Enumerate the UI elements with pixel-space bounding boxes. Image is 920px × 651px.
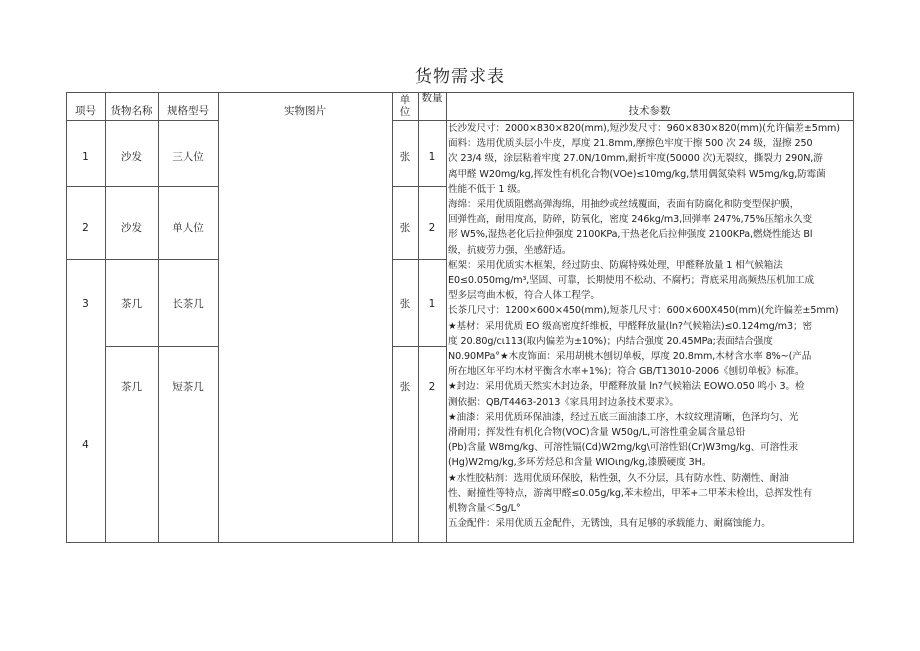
- spec-line: E0≤0.050mg/m³,坚固、可靠，长期使用不松动、不腐朽；背底采用高频热压机加工成: [448, 275, 814, 287]
- table-line-col6: [446, 92, 447, 543]
- row2-unit: 张: [399, 222, 411, 234]
- table-line-header-left: [66, 120, 218, 121]
- table-line-right: [853, 92, 854, 543]
- table-line-row3-unit: [392, 346, 446, 347]
- row1-qty: 1: [428, 151, 436, 163]
- row4-qty: 2: [428, 381, 436, 393]
- header-unit: 单位: [399, 94, 411, 118]
- table-line-row1: [66, 186, 218, 187]
- header-qty: 数量: [421, 92, 443, 104]
- spec-line: 性能不低于 1 级。: [448, 183, 527, 195]
- spec-line: 型多层弯曲木板，符合人体工程学。: [448, 290, 600, 302]
- page-title: 货物需求表: [415, 67, 505, 87]
- row2-index: 2: [82, 222, 89, 234]
- header-specs: 技术参数: [628, 105, 671, 117]
- spec-line: ★封边：采用优质天然实木封边条，甲醛释放量 ln?气候箱法 EOWO.050 鸣小 3。检: [448, 381, 805, 393]
- spec-line: 面料：选用优质头层小牛皮，厚度 21.8mm,摩擦色牢度干擦 500 次 24 级，湿擦 250: [448, 138, 813, 150]
- spec-line: 滑耐用；挥发性有机化合物(VOC)含量 W50g/L,可溶性重金属含量总铅: [448, 427, 746, 439]
- spec-line: 测依据：QB/T4463-2013《家具用封边条技术要求》。: [448, 396, 679, 408]
- row1-index: 1: [82, 151, 89, 163]
- header-image: 实物图片: [284, 105, 326, 117]
- row3-unit: 张: [399, 298, 411, 310]
- spec-line: 所在地区年平均木材平衡含水率+1%)；符合 GB/T13010-2006《刨切单板》标准。: [448, 366, 805, 378]
- table-line-row1-unit: [392, 186, 446, 187]
- row4-unit: 张: [399, 381, 411, 393]
- spec-line: 五金配件：采用优质五金配件，无锈蚀，具有足够的承载能力、耐腐蚀能力。: [448, 518, 771, 530]
- row3-qty: 1: [428, 298, 436, 310]
- spec-line: (Pb)含量 W8mg/kg、可溶性镉(Cd)W2mg/kg\可溶性铝(Cr)W3mg/kg、可溶性汞: [448, 442, 799, 454]
- spec-line: 度 20.80g/cι113(取内偏差为±10%)；内结合强度 20.45MPa;表面结合强度: [448, 335, 773, 347]
- table-line-bottom: [66, 542, 853, 543]
- table-line-row2: [66, 259, 218, 260]
- table-line-top: [66, 92, 853, 93]
- spec-line: 机物含量＜5g/L°: [448, 503, 521, 515]
- spec-line: 海绵：采用优质阻燃高弹海绵，用抽纱或丝绒覆面，表面有防腐化和防变型保护膜，: [448, 199, 800, 211]
- spec-line: N0.90MPa°★木皮饰面：采用胡桃木刨切单板，厚度 20.8mm,木材含水率 8%~(产品: [448, 351, 812, 363]
- row3-index: 3: [82, 298, 89, 310]
- table-line-row3: [105, 346, 218, 347]
- row2-name: 沙发: [121, 222, 142, 234]
- spec-line: 次 23/4 级，涂层粘着牢度 27.0N/10mm,耐折牢度(50000 次)无裂纹，撕裂力 290N,游: [448, 153, 823, 165]
- spec-line: 级，抗疲劳力强，坐感舒适。: [448, 244, 572, 256]
- spec-line: 长茶几尺寸：1200×600×450(mm),短茶几尺寸：600×600X450(mm)(允许偏差±5mm): [448, 305, 839, 317]
- spec-line: 离甲醛 W20mg/kg,挥发性有机化合物(VOe)≤10mg/kg,禁用偶氮染料 W5mg/kg,防霉菌: [448, 168, 826, 180]
- row2-qty: 2: [428, 222, 436, 234]
- header-model: 规格型号: [167, 105, 209, 117]
- table-line-row2-unit: [392, 259, 446, 260]
- row3-name: 茶几: [121, 298, 142, 310]
- row4-model: 短茶几: [172, 381, 204, 393]
- row1-name: 沙发: [121, 151, 142, 163]
- row2-model: 单人位: [172, 222, 204, 234]
- table-line-col3: [218, 92, 219, 543]
- spec-line: 回弹性高，耐用度高，防碎，防氧化，密度 246kg/m3,回弹率 247%,75%压缩永久变: [448, 214, 813, 226]
- spec-line: 框架：采用优质实木框架，经过防虫、防腐特殊处理，甲醛释放量 1 相气候箱法: [448, 259, 783, 271]
- spec-line: ★基材：采用优质 EO 级高密度纤维板，甲醛释放量(ln?气候箱法)≤0.124mg/m3；密: [448, 320, 812, 332]
- row1-model: 三人位: [172, 151, 204, 163]
- header-name: 货物名称: [110, 105, 153, 117]
- row4-name: 茶几: [121, 381, 142, 393]
- spec-line: 性、耐撞性等特点，游离甲醛≤0.05g/kg,苯未检出，甲苯+二甲苯未检出，总挥发性有: [448, 487, 813, 499]
- spec-line: (Hg)W2mg/kg,多环芳烃总和含量 WIOιng/kg,漆膜硬度 3H。: [448, 457, 712, 469]
- row4-index: 4: [82, 439, 89, 451]
- row3-model: 长茶几: [172, 298, 204, 310]
- technical-specs: [448, 121, 853, 531]
- header-index: 项号: [75, 105, 96, 117]
- spec-line: ★油漆：采用优质环保油漆，经过五底三面油漆工序，木纹纹理清晰，色泽均匀、光: [448, 411, 799, 423]
- spec-line: 形 W5%,湿热老化后拉伸强度 2100KPa,干热老化后拉伸强度 2100KPa,燃烧性能达 Bl: [448, 229, 813, 241]
- row1-unit: 张: [399, 151, 411, 163]
- spec-line: 长沙发尺寸：2000×830×820(mm),短沙发尺寸：960×830×820(mm)(允许偏差±5mm): [448, 123, 840, 134]
- spec-line: ★水性胶粘剂：选用优质环保胶，粘性强，久不分层，具有防水性、防潮性、耐油: [448, 472, 789, 484]
